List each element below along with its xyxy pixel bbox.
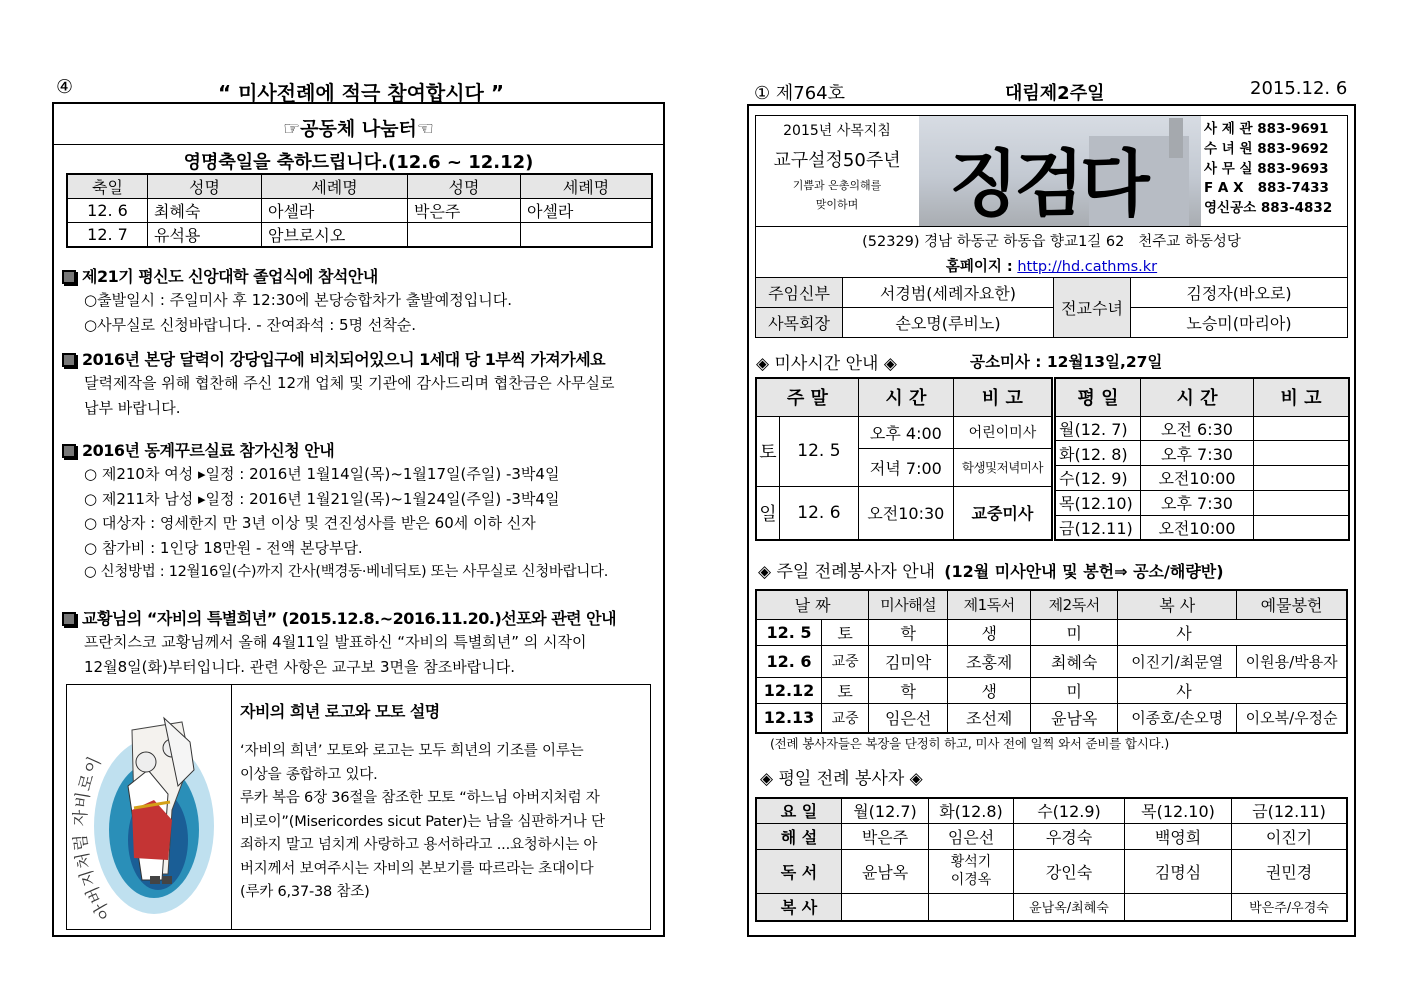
- mass-time: 저녁 7:00: [858, 448, 953, 486]
- notice-line: ○ 대상자 : 영세한지 만 3년 이상 및 견진성사를 받은 60세 이하 신자: [84, 514, 536, 532]
- weekday-servers-role: 독 서: [756, 849, 842, 893]
- servers-header: 미사해설: [869, 590, 948, 619]
- weekday-servers-table: [755, 797, 1348, 922]
- mass-header: 시 간: [1141, 378, 1254, 416]
- servers-header: 날 짜: [756, 590, 869, 619]
- servers-cell: 조선제: [948, 703, 1031, 733]
- community-title: ☞공동체 나눔터☜: [283, 118, 434, 140]
- notice-line: 달력제작을 위해 협찬해 주신 12개 업체 및 기관에 감사드리며 협찬금은 사무실로: [84, 374, 615, 392]
- mass-note: 교중미사: [953, 486, 1052, 540]
- staff-table: [755, 277, 1348, 338]
- feast-cell: [408, 223, 521, 248]
- pastoral-line: 2015년 사목지침: [783, 123, 891, 139]
- staff-label: 주임신부: [756, 278, 843, 308]
- pastoral-line: 교구설정50주년: [773, 150, 901, 171]
- staff-value: 서경범(세례자요한): [843, 278, 1054, 308]
- weekday-servers-cell: [929, 893, 1014, 921]
- feast-header: 성명: [148, 174, 262, 199]
- jubilee-logo-motto: 아버지처럼 자비로이: [72, 753, 117, 923]
- mercy-line: 비로이”(Misericordes sicut Pater)는 남을 심판하거나 단: [240, 813, 605, 830]
- servers-date: 12. 6: [756, 645, 822, 677]
- weekday-servers-header: 요 일: [756, 798, 842, 823]
- sunday-name: 대림제2주일: [1005, 83, 1105, 104]
- mercy-line: 루카 복음 6장 36절을 참조한 모토 “하느님 아버지처럼 자: [240, 790, 600, 806]
- servers-note: (전례 봉사자들은 복장을 단정히 하고, 미사 전에 일찍 와서 준비를 합시다.): [770, 736, 1170, 751]
- weekday-note: [1254, 466, 1350, 491]
- servers-header: 제1독서: [948, 590, 1031, 619]
- notice-jubilee: [62, 606, 662, 679]
- weekday-date: 화(12. 8): [1055, 441, 1141, 466]
- weekday-time: 오후 7:30: [1141, 441, 1254, 466]
- weekday-date: 목(12.10): [1055, 490, 1141, 515]
- weekday-note: [1254, 515, 1350, 540]
- contact-line: 수 녀 원 883-9692: [1204, 140, 1329, 157]
- checkbox-bullet-icon: [62, 270, 76, 284]
- servers-header: 예물봉헌: [1237, 590, 1347, 619]
- weekday-servers-header: 목(12.10): [1125, 798, 1232, 823]
- servers-cell: 이종호/손오명: [1118, 703, 1237, 733]
- mercy-line: (루카 6,37-38 참조): [240, 884, 370, 900]
- mercy-box-divider: [231, 684, 232, 930]
- weekday-servers-cell: [929, 849, 1014, 893]
- servers-cell: 이원용/박용자: [1237, 645, 1347, 677]
- servers-cell: 이진기/최문열: [1118, 645, 1237, 677]
- notice-title: 2016년 본당 달력이 강당입구에 비치되어있으니 1세대 당 1부씩 가져가세요: [82, 350, 606, 369]
- issue-number: ① 제764호: [754, 83, 845, 104]
- servers-cell: 사: [1118, 619, 1347, 645]
- left-title-divider: [53, 144, 664, 145]
- mass-date: 12. 5: [780, 416, 859, 486]
- sunday-servers-subtitle: (12월 미사안내 및 봉헌⇒ 공소/해량반): [944, 562, 1224, 581]
- servers-cell: 최혜숙: [1031, 645, 1118, 677]
- feast-cell: 아셀라: [521, 199, 653, 223]
- weekday-servers-header: 월(12.7): [842, 798, 929, 823]
- servers-cell: 학: [869, 619, 948, 645]
- mass-header: 시 간: [858, 378, 953, 416]
- servers-cell: 학: [869, 677, 948, 703]
- feast-title: 영명축일을 축하드립니다.(12.6 ~ 12.12): [183, 152, 534, 173]
- jubilee-logo-svg: [72, 690, 226, 926]
- feast-cell: [521, 223, 653, 248]
- weekday-servers-header: 금(12.11): [1232, 798, 1348, 823]
- reader-name: 황석기: [950, 854, 992, 870]
- feast-cell: 12. 7: [67, 223, 148, 248]
- mass-header: 평 일: [1055, 378, 1141, 416]
- sunday-servers-title: ◈ 주일 전례봉사자 안내: [758, 562, 936, 582]
- feast-cell: 최혜숙: [148, 199, 262, 223]
- issue-date: 2015.12. 6: [1250, 78, 1348, 99]
- mass-day: 토: [756, 416, 780, 486]
- contact-line: F A X 883-7433: [1204, 180, 1329, 197]
- notice-line: 납부 바랍니다.: [84, 398, 181, 417]
- feast-header: 축일: [67, 174, 148, 199]
- weekend-mass-table: [755, 377, 1053, 541]
- contact-line: 사 제 관 883-9691: [1204, 121, 1329, 137]
- mercy-line: 이상을 종합하고 있다.: [240, 766, 378, 783]
- feast-table: [66, 173, 653, 248]
- staff-value: 손오명(루비노): [843, 308, 1054, 338]
- servers-cell: 미: [1031, 619, 1118, 645]
- servers-cell: 이오복/우정순: [1237, 703, 1347, 733]
- notice-line: ○ 참가비 : 1인당 18만원 - 전액 본당부담.: [84, 538, 363, 557]
- masthead-title: 징검다: [949, 141, 1146, 226]
- mass-title: ◈ 미사시간 안내 ◈: [756, 354, 897, 374]
- feast-header: 세례명: [262, 174, 408, 199]
- weekday-servers-cell: 김명심: [1125, 849, 1232, 893]
- weekday-date: 수(12. 9): [1055, 466, 1141, 491]
- weekday-servers-role: 복 사: [756, 893, 842, 921]
- staff-value: 노승미(마리아): [1131, 308, 1348, 338]
- mercy-line: 죄하지 말고 넘치게 사랑하고 용서하라고 ...요청하시는 아: [240, 837, 598, 853]
- sunday-servers-table: [755, 589, 1348, 734]
- feast-cell: 유석용: [148, 223, 262, 248]
- weekday-servers-cell: 윤남옥/최혜숙: [1014, 893, 1125, 921]
- notice-title: 제21기 평신도 신앙대학 졸업식에 참석안내: [82, 267, 378, 286]
- feast-cell: 12. 6: [67, 199, 148, 223]
- weekday-servers-cell: [842, 893, 929, 921]
- weekday-servers-cell: 임은선: [929, 823, 1014, 849]
- mercy-line: 버지께서 보여주시는 자비의 본보기를 따르라는 초대이다: [240, 860, 594, 877]
- weekday-servers-title: ◈ 평일 전례 봉사자 ◈: [760, 769, 923, 789]
- weekday-note: [1254, 490, 1350, 515]
- notice-title: 2016년 동계꾸르실료 참가신청 안내: [82, 441, 335, 460]
- notice-calendar: [62, 347, 662, 420]
- feast-cell: 아셀라: [262, 199, 408, 223]
- pastoral-line: 기쁨과 은총의해를: [792, 179, 882, 192]
- notice-line: ○사무실로 신청바랍니다. - 잔여좌석 : 5명 선착순.: [84, 315, 417, 334]
- weekday-servers-cell: 우경숙: [1014, 823, 1125, 849]
- pastoral-line: 맞이하며: [815, 198, 859, 211]
- servers-cell: 조홍제: [948, 645, 1031, 677]
- notice-cursillo: [62, 438, 662, 585]
- weekday-note: [1254, 416, 1350, 441]
- servers-type: 토: [822, 619, 869, 645]
- notice-graduation: [62, 264, 662, 337]
- left-page-number: ④: [56, 76, 74, 98]
- mercy-text: [240, 699, 644, 905]
- feast-header: 성명: [408, 174, 521, 199]
- sunday-servers-title-row: [758, 557, 1224, 582]
- mass-time: 오전10:30: [858, 486, 953, 540]
- notice-line: 12월8일(화)부터입니다. 관련 사항은 교구보 3면을 참조바랍니다.: [84, 657, 516, 676]
- checkbox-bullet-icon: [62, 353, 76, 367]
- weekday-time: 오전10:00: [1141, 515, 1254, 540]
- servers-header: 복 사: [1118, 590, 1237, 619]
- staff-label: 전교수녀: [1054, 278, 1131, 338]
- servers-date: 12.12: [756, 677, 822, 703]
- servers-header: 제2독서: [1031, 590, 1118, 619]
- weekday-mass-table: [1054, 377, 1350, 541]
- servers-cell: 생: [948, 619, 1031, 645]
- servers-cell: 김미악: [869, 645, 948, 677]
- weekday-servers-role: 해 설: [756, 823, 842, 849]
- feast-header: 세례명: [521, 174, 653, 199]
- weekday-date: 월(12. 7): [1055, 416, 1141, 441]
- mass-date: 12. 6: [780, 486, 859, 540]
- servers-type: 교중: [822, 645, 869, 677]
- weekday-servers-header: 수(12.9): [1014, 798, 1125, 823]
- mass-note: 어린이미사: [953, 416, 1052, 448]
- pastoral-guideline: [756, 120, 918, 212]
- servers-cell: 생: [948, 677, 1031, 703]
- notice-line: ○출발일시 : 주일미사 후 12:30에 본당승합차가 출발예정입니다.: [84, 291, 513, 309]
- servers-type: 토: [822, 677, 869, 703]
- weekday-note: [1254, 441, 1350, 466]
- mass-day: 일: [756, 486, 780, 540]
- contact-line: 사 무 실 883-9693: [1204, 160, 1329, 177]
- mission-mass: 공소미사 : 12월13일,27일: [970, 353, 1163, 371]
- weekday-servers-header: 화(12.8): [929, 798, 1014, 823]
- feast-cell: 박은주: [408, 199, 521, 223]
- weekday-servers-cell: 이진기: [1232, 823, 1348, 849]
- notice-line: 프란치스코 교황님께서 올해 4월11일 발표하신 “자비의 특별희년” 의 시작이: [84, 633, 587, 651]
- left-header-title: “ 미사전례에 적극 참여합시다 ”: [218, 81, 504, 105]
- homepage-label: 홈페이지 :: [945, 259, 1013, 275]
- mercy-line: ‘자비의 희년’ 모토와 로고는 모두 희년의 기조를 이루는: [240, 743, 584, 759]
- church-address: (52329) 경남 하동군 하동읍 향교1길 62 천주교 하동성당: [862, 234, 1241, 250]
- servers-cell: 미: [1031, 677, 1118, 703]
- weekday-date: 금(12.11): [1055, 515, 1141, 540]
- weekday-servers-cell: [1125, 893, 1232, 921]
- weekday-servers-cell: 윤남옥: [842, 849, 929, 893]
- weekday-servers-cell: 권민경: [1232, 849, 1348, 893]
- checkbox-bullet-icon: [62, 444, 76, 458]
- notice-line: ○ 신청방법 : 12월16일(수)까지 간사(백경동·베네딕토) 또는 사무실로 신청바랍니다.: [84, 564, 609, 580]
- weekday-time: 오전10:00: [1141, 466, 1254, 491]
- weekday-time: 오전 6:30: [1141, 416, 1254, 441]
- notice-line: ○ 제211차 남성 ▸일정 : 2016년 1월21일(목)~1월24일(주일) -3박4일: [84, 489, 560, 508]
- servers-cell: 사: [1118, 677, 1347, 703]
- contact-line: 영신공소 883-4832: [1204, 200, 1333, 217]
- weekday-time: 오후 7:30: [1141, 490, 1254, 515]
- feast-cell: 암브로시오: [262, 223, 408, 248]
- homepage-row: [755, 255, 1348, 276]
- mass-header: 주 말: [756, 378, 858, 416]
- mass-header: 비 고: [1254, 378, 1350, 416]
- servers-date: 12. 5: [756, 619, 822, 645]
- notice-line: ○ 제210차 여성 ▸일정 : 2016년 1월14일(목)~1월17일(주일) -3박4일: [84, 465, 560, 483]
- jubilee-logo: [72, 690, 226, 926]
- servers-date: 12.13: [756, 703, 822, 733]
- weekday-servers-cell: 백영희: [1125, 823, 1232, 849]
- servers-cell: 윤남옥: [1031, 703, 1118, 733]
- servers-cell: 임은선: [869, 703, 948, 733]
- servers-type: 교중: [822, 703, 869, 733]
- homepage-link[interactable]: http://hd.cathms.kr: [1017, 259, 1158, 275]
- weekday-servers-cell: 박은주/우경숙: [1232, 893, 1348, 921]
- checkbox-bullet-icon: [62, 612, 76, 626]
- weekday-servers-cell: 박은주: [842, 823, 929, 849]
- mercy-title: 자비의 희년 로고와 모토 설명: [240, 702, 440, 721]
- mass-time: 오후 4:00: [858, 416, 953, 448]
- notice-title: 교황님의 “자비의 특별희년” (2015.12.8.~2016.11.20.)선포와 관련 안내: [82, 609, 617, 628]
- reader-name: 이경옥: [950, 872, 992, 888]
- mass-header: 비 고: [953, 378, 1052, 416]
- contact-list: [1204, 120, 1332, 219]
- mass-note: 학생및저녁미사: [953, 448, 1052, 486]
- masthead-image: [919, 116, 1201, 226]
- weekday-servers-cell: 강인숙: [1014, 849, 1125, 893]
- staff-value: 김정자(바오로): [1131, 278, 1348, 308]
- staff-label: 사목회장: [756, 308, 843, 338]
